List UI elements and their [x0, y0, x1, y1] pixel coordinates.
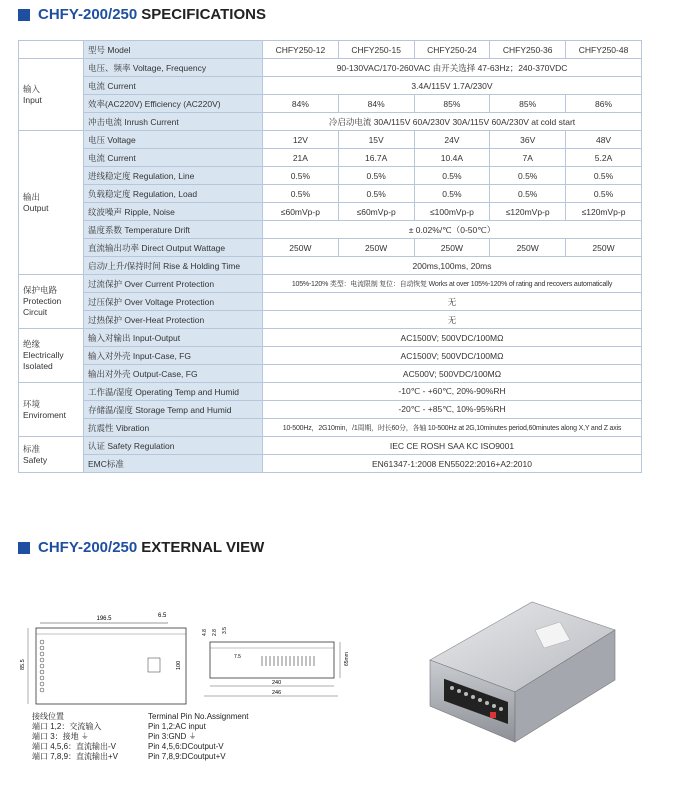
pin-notes-en	[148, 712, 248, 762]
row-label: EMC标准	[84, 455, 263, 473]
row-value: 0.5%	[566, 185, 642, 203]
row-value: 0.5%	[490, 185, 566, 203]
dim-label: 3.5	[222, 627, 228, 634]
row-value: 0.5%	[338, 167, 414, 185]
group-safety: 标准 Safety	[19, 437, 84, 473]
row-value: 48V	[566, 131, 642, 149]
dim-label: 2.8	[212, 629, 218, 636]
table-row	[19, 77, 642, 95]
row-label: 过热保护 Over-Heat Protection	[84, 311, 263, 329]
row-label: 直流输出功率 Direct Output Wattage	[84, 239, 263, 257]
row-value: 0.5%	[566, 167, 642, 185]
row-value: 84%	[338, 95, 414, 113]
table-row	[19, 185, 642, 203]
row-value: 250W	[263, 239, 339, 257]
row-value: AC1500V; 500VDC/100MΩ	[263, 329, 642, 347]
pin-line: 端口 3：接地 ⏚	[32, 732, 89, 741]
row-value: 10.4A	[414, 149, 490, 167]
table-row	[19, 437, 642, 455]
table-row	[19, 221, 642, 239]
model-cell: CHFY250-24	[414, 41, 490, 59]
table-row	[19, 257, 642, 275]
row-label: 输入对外壳 Input-Case, FG	[84, 347, 263, 365]
pin-line: 端口 4,5,6：直流输出-V	[32, 742, 117, 751]
row-value: 21A	[263, 149, 339, 167]
row-value: 0.5%	[263, 185, 339, 203]
row-value: 5.2A	[566, 149, 642, 167]
row-label: 纹波噪声 Ripple, Noise	[84, 203, 263, 221]
table-row	[19, 401, 642, 419]
row-value: -10℃ - +60℃, 20%-90%RH	[263, 383, 642, 401]
row-value: 86%	[566, 95, 642, 113]
row-label: 负载稳定度 Regulation, Load	[84, 185, 263, 203]
row-label: 效率(AC220V) Efficiency (AC220V)	[84, 95, 263, 113]
row-value: 10-500Hz，2G10min，/1周期，时长60分，各轴 10-500Hz at 2G,10minutes period,60minutes along X,Y and Z axis	[263, 419, 642, 437]
row-value: IEC CE ROSH SAA KC ISO9001	[263, 437, 642, 455]
row-value: 85%	[414, 95, 490, 113]
dim-label: 240	[272, 680, 282, 686]
row-label: 电流 Current	[84, 77, 263, 95]
table-row	[19, 59, 642, 77]
row-value: 3.4A/115V 1.7A/230V	[263, 77, 642, 95]
spec-section-title	[18, 6, 266, 23]
table-row	[19, 149, 642, 167]
row-label: 冲击电流 Inrush Current	[84, 113, 263, 131]
row-value: 200ms,100ms, 20ms	[263, 257, 642, 275]
table-row	[19, 203, 642, 221]
row-value: ≤120mVp-p	[566, 203, 642, 221]
pin-line: 端口 1,2：交流输入	[32, 722, 102, 731]
row-value: ± 0.02%/℃（0-50℃）	[263, 221, 642, 239]
row-value: 250W	[566, 239, 642, 257]
model-cell: CHFY250-12	[263, 41, 339, 59]
row-label: 进线稳定度 Regulation, Line	[84, 167, 263, 185]
row-label: 温度系数 Temperature Drift	[84, 221, 263, 239]
dim-label: 85.5	[20, 659, 26, 670]
row-value: -20℃ - +85℃, 10%-95%RH	[263, 401, 642, 419]
model-cell: CHFY250-36	[490, 41, 566, 59]
section-square-icon	[18, 9, 30, 21]
section-square-icon	[18, 542, 30, 554]
model-label: 型号 Model	[84, 41, 263, 59]
dim-label: 7.5	[234, 654, 241, 660]
row-value: 无	[263, 293, 642, 311]
pin-line: Pin 4,5,6:DCoutput-V	[148, 742, 224, 751]
table-row	[19, 167, 642, 185]
pin-title-cn: 接线位置	[32, 712, 64, 721]
row-label: 过流保护 Over Current Protection	[84, 275, 263, 293]
table-row	[19, 41, 642, 59]
row-value: 24V	[414, 131, 490, 149]
external-section-title	[18, 539, 264, 556]
pin-line: Pin 3:GND ⏚	[148, 732, 197, 741]
dim-label: 6.5	[158, 613, 167, 619]
row-value: 0.5%	[263, 167, 339, 185]
row-value: 12V	[263, 131, 339, 149]
pin-line: 端口 7,8,9：直流输出+V	[32, 752, 119, 761]
group-output: 输出 Output	[19, 131, 84, 275]
group-environment: 环境 Enviroment	[19, 383, 84, 437]
external-model-title: CHFY-200/250	[38, 539, 138, 556]
row-value: 0.5%	[490, 167, 566, 185]
row-value: 0.5%	[338, 185, 414, 203]
spec-title-suffix: SPECIFICATIONS	[141, 6, 266, 23]
row-value: 105%-120% 类型：电流限制 复位：自动恢复 Works at over 105%-120% of rating and recovers automatically	[263, 275, 642, 293]
row-label: 存储温/湿度 Storage Temp and Humid	[84, 401, 263, 419]
row-label: 过压保护 Over Voltage Protection	[84, 293, 263, 311]
row-label: 电流 Current	[84, 149, 263, 167]
row-value: EN61347-1:2008 EN55022:2016+A2:2010	[263, 455, 642, 473]
table-row	[19, 455, 642, 473]
row-value: 90-130VAC/170-260VAC 由开关选择 47-63Hz；240-370VDC	[263, 59, 642, 77]
row-label: 电压、频率 Voltage, Frequency	[84, 59, 263, 77]
table-row	[19, 329, 642, 347]
row-value: 250W	[338, 239, 414, 257]
pin-line: Pin 1,2:AC input	[148, 722, 206, 731]
table-row	[19, 365, 642, 383]
row-value: 无	[263, 311, 642, 329]
dim-label: 100	[176, 660, 182, 670]
spec-table	[18, 40, 642, 473]
row-value: ≤120mVp-p	[490, 203, 566, 221]
row-value: ≤100mVp-p	[414, 203, 490, 221]
row-value: AC1500V; 500VDC/100MΩ	[263, 347, 642, 365]
row-value: 85%	[490, 95, 566, 113]
table-row	[19, 383, 642, 401]
table-row	[19, 293, 642, 311]
row-label: 工作温/湿度 Operating Temp and Humid	[84, 383, 263, 401]
table-row	[19, 113, 642, 131]
row-label: 抗震性 Vibration	[84, 419, 263, 437]
row-label: 输入对输出 Input-Output	[84, 329, 263, 347]
model-cell: CHFY250-48	[566, 41, 642, 59]
table-row	[19, 275, 642, 293]
front-view-drawing	[20, 612, 190, 712]
dim-label: 4.8	[202, 629, 208, 636]
pin-notes-cn	[32, 712, 118, 762]
side-view-drawing	[196, 612, 356, 702]
table-row	[19, 95, 642, 113]
row-label: 电压 Voltage	[84, 131, 263, 149]
row-value: 16.7A	[338, 149, 414, 167]
external-title-suffix: EXTERNAL VIEW	[141, 539, 265, 556]
pin-title-en: Terminal Pin No.Assignment	[148, 712, 249, 721]
row-value: 36V	[490, 131, 566, 149]
group-protection: 保护电路 Protection Circuit	[19, 275, 84, 329]
table-row	[19, 347, 642, 365]
row-value: 15V	[338, 131, 414, 149]
row-value: 冷启动电流 30A/115V 60A/230V 30A/115V 60A/230V at cold start	[263, 113, 642, 131]
row-label: 认证 Safety Regulation	[84, 437, 263, 455]
table-row	[19, 131, 642, 149]
row-value: 7A	[490, 149, 566, 167]
group-input: 输入 Input	[19, 59, 84, 131]
dim-label: 65mm	[344, 652, 350, 666]
dim-label: 196.5	[96, 616, 112, 622]
spec-model-title: CHFY-200/250	[38, 6, 138, 23]
row-value: ≤60mVp-p	[263, 203, 339, 221]
group-isolation: 绝缘 Electrically Isolated	[19, 329, 84, 383]
row-value: ≤60mVp-p	[338, 203, 414, 221]
row-value: AC500V; 500VDC/100MΩ	[263, 365, 642, 383]
row-label: 输出对外壳 Output-Case, FG	[84, 365, 263, 383]
pin-line: Pin 7,8,9:DCoutput+V	[148, 752, 226, 761]
row-label: 启动/上升/保持时间 Rise & Holding Time	[84, 257, 263, 275]
table-row	[19, 419, 642, 437]
row-value: 250W	[490, 239, 566, 257]
row-value: 0.5%	[414, 185, 490, 203]
product-photo	[420, 582, 630, 752]
table-row	[19, 239, 642, 257]
row-value: 250W	[414, 239, 490, 257]
dim-label: 246	[272, 690, 282, 696]
model-cell: CHFY250-15	[338, 41, 414, 59]
row-value: 84%	[263, 95, 339, 113]
row-value: 0.5%	[414, 167, 490, 185]
table-row	[19, 311, 642, 329]
